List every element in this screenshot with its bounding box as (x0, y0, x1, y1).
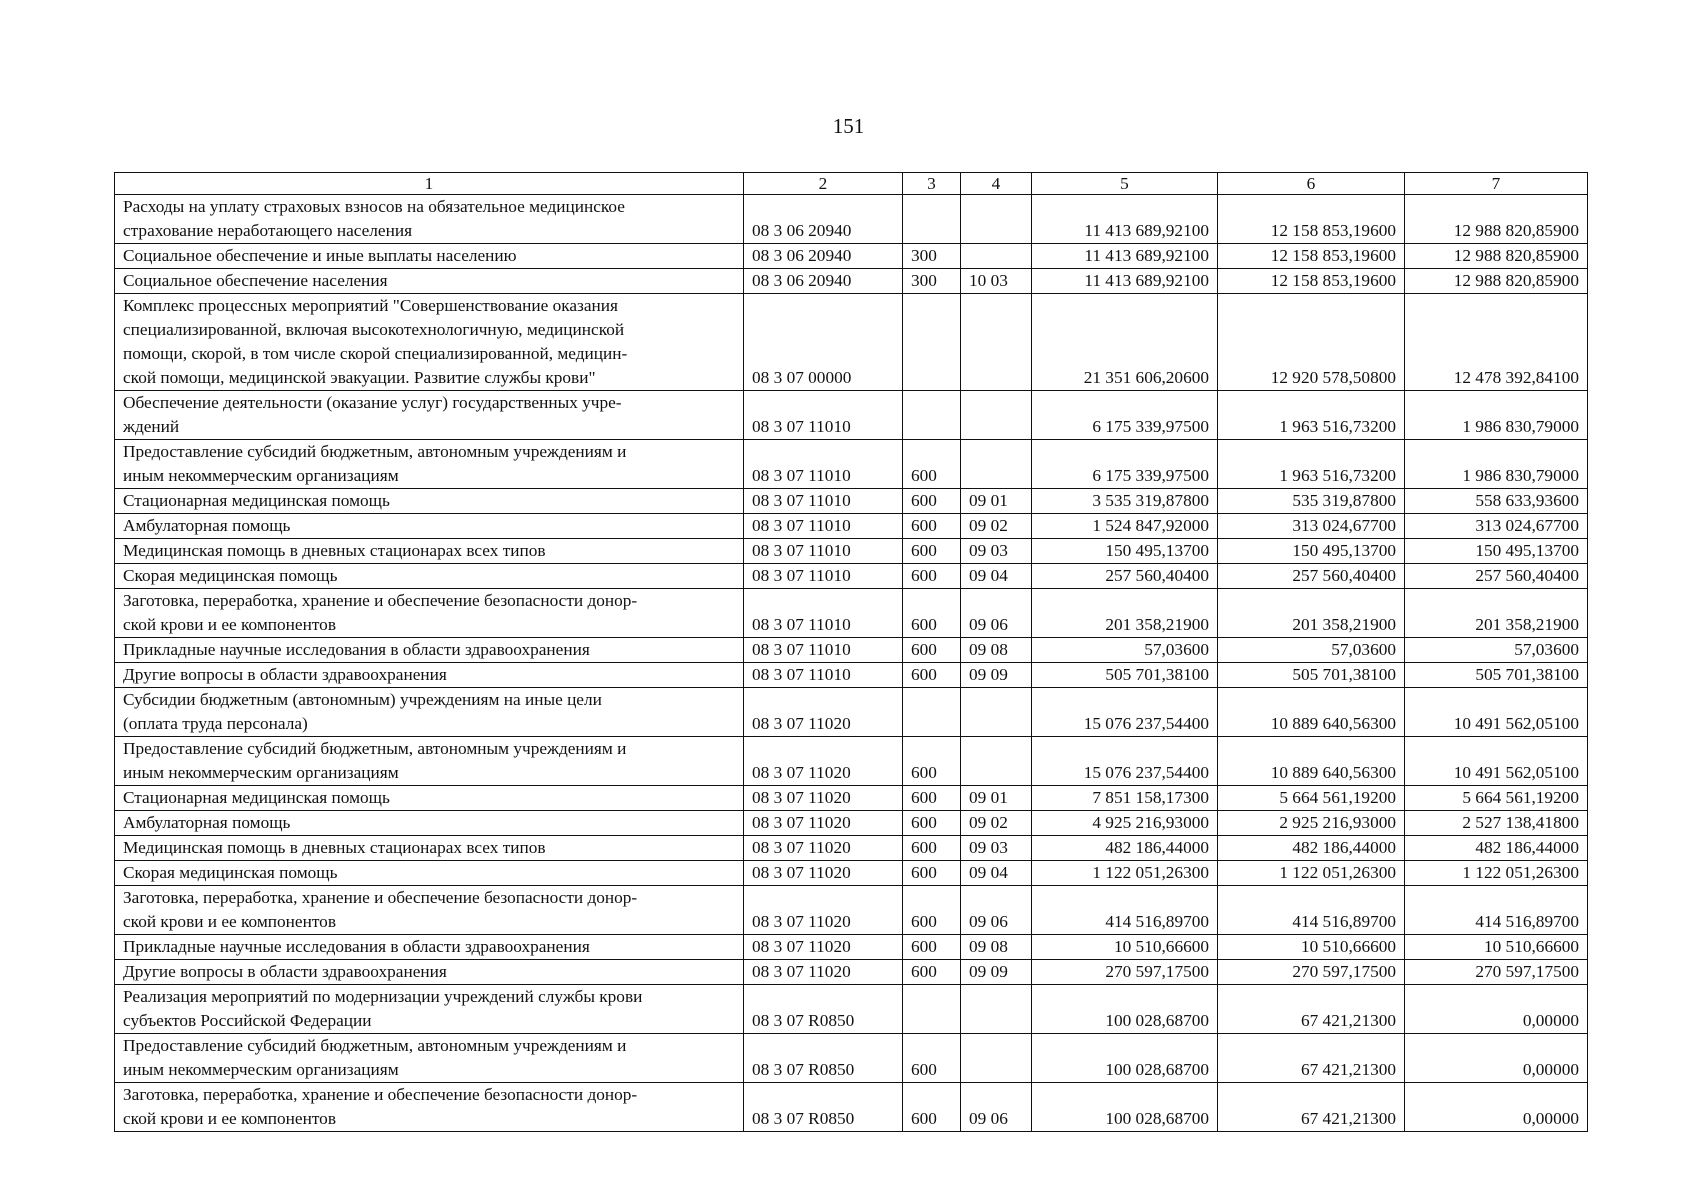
table-row (115, 489, 1588, 514)
row-description-line: Стационарная медицинская помощь (123, 491, 390, 510)
header-cell-1: 1 (115, 173, 744, 195)
row-section-code: 09 06 (961, 1083, 1032, 1132)
table-row (115, 244, 1588, 269)
row-amount-col5: 414 516,89700 (1032, 886, 1218, 935)
table-row (115, 440, 1588, 489)
row-target-code: 08 3 07 11020 (744, 861, 903, 886)
row-amount-col6: 67 421,21300 (1218, 985, 1405, 1034)
row-section-code: 09 04 (961, 861, 1032, 886)
row-description (115, 811, 744, 836)
row-target-code: 08 3 07 11020 (744, 811, 903, 836)
row-description-line: Другие вопросы в области здравоохранения (123, 665, 447, 684)
row-amount-col5: 11 413 689,92100 (1032, 244, 1218, 269)
row-description-line: Амбулаторная помощь (123, 813, 291, 832)
row-amount-col6: 10 889 640,56300 (1218, 737, 1405, 786)
table-row (115, 269, 1588, 294)
table-row (115, 886, 1588, 935)
row-amount-col5: 11 413 689,92100 (1032, 195, 1218, 244)
row-target-code: 08 3 07 11020 (744, 786, 903, 811)
row-expense-type: 600 (903, 811, 961, 836)
row-description-line: Заготовка, переработка, хранение и обеспечение безопасности донор- (123, 1085, 638, 1104)
row-amount-col5: 15 076 237,54400 (1032, 688, 1218, 737)
row-amount-col5: 6 175 339,97500 (1032, 440, 1218, 489)
row-amount-col5: 270 597,17500 (1032, 960, 1218, 985)
row-amount-col7: 2 527 138,41800 (1405, 811, 1588, 836)
row-expense-type: 300 (903, 269, 961, 294)
row-amount-col7: 482 186,44000 (1405, 836, 1588, 861)
row-amount-col7: 0,00000 (1405, 985, 1588, 1034)
row-amount-col5: 100 028,68700 (1032, 1083, 1218, 1132)
row-amount-col6: 67 421,21300 (1218, 1034, 1405, 1083)
row-description (115, 861, 744, 886)
row-amount-col7: 201 358,21900 (1405, 589, 1588, 638)
row-description-line: ской крови и ее компонентов (123, 912, 336, 931)
row-description-line: ской крови и ее компонентов (123, 615, 336, 634)
row-expense-type: 600 (903, 737, 961, 786)
row-description-line: иным некоммерческим организациям (123, 763, 399, 782)
row-amount-col6: 257 560,40400 (1218, 564, 1405, 589)
row-section-code: 09 03 (961, 539, 1032, 564)
row-amount-col5: 201 358,21900 (1032, 589, 1218, 638)
row-amount-col6: 535 319,87800 (1218, 489, 1405, 514)
row-section-code: 09 03 (961, 836, 1032, 861)
row-description-line: Обеспечение деятельности (оказание услуг) государственных учре- (123, 393, 622, 412)
row-expense-type (903, 391, 961, 440)
table-row (115, 935, 1588, 960)
row-description (115, 786, 744, 811)
row-amount-col7: 257 560,40400 (1405, 564, 1588, 589)
row-expense-type (903, 294, 961, 391)
row-amount-col6: 12 920 578,50800 (1218, 294, 1405, 391)
row-expense-type: 600 (903, 589, 961, 638)
row-target-code: 08 3 07 11010 (744, 589, 903, 638)
row-section-code (961, 985, 1032, 1034)
row-description-line: Предоставление субсидий бюджетным, автономным учреждениям и (123, 442, 627, 461)
row-amount-col6: 201 358,21900 (1218, 589, 1405, 638)
table-row (115, 195, 1588, 244)
row-description (115, 489, 744, 514)
row-description (115, 935, 744, 960)
table-row (115, 737, 1588, 786)
row-amount-col5: 57,03600 (1032, 638, 1218, 663)
row-target-code: 08 3 07 11010 (744, 663, 903, 688)
row-target-code: 08 3 07 11010 (744, 539, 903, 564)
row-amount-col6: 12 158 853,19600 (1218, 195, 1405, 244)
table-row (115, 294, 1588, 391)
row-expense-type: 600 (903, 935, 961, 960)
row-section-code: 09 06 (961, 886, 1032, 935)
row-target-code: 08 3 06 20940 (744, 244, 903, 269)
row-description-line: (оплата труда персонала) (123, 714, 308, 733)
row-target-code: 08 3 07 11010 (744, 638, 903, 663)
row-description-line: субъектов Российской Федерации (123, 1011, 372, 1030)
row-amount-col5: 15 076 237,54400 (1032, 737, 1218, 786)
row-target-code: 08 3 07 11020 (744, 960, 903, 985)
row-target-code: 08 3 07 11010 (744, 514, 903, 539)
row-expense-type: 600 (903, 564, 961, 589)
row-amount-col5: 11 413 689,92100 (1032, 269, 1218, 294)
row-amount-col7: 0,00000 (1405, 1034, 1588, 1083)
page-number: 151 (832, 114, 865, 138)
row-amount-col7: 414 516,89700 (1405, 886, 1588, 935)
row-amount-col5: 4 925 216,93000 (1032, 811, 1218, 836)
row-description (115, 638, 744, 663)
row-expense-type: 600 (903, 861, 961, 886)
row-expense-type: 600 (903, 663, 961, 688)
row-amount-col5: 10 510,66600 (1032, 935, 1218, 960)
table-row (115, 663, 1588, 688)
row-description-line: Социальное обеспечение и иные выплаты населению (123, 246, 517, 265)
row-amount-col7: 12 988 820,85900 (1405, 244, 1588, 269)
row-section-code: 09 09 (961, 960, 1032, 985)
row-amount-col7: 10 491 562,05100 (1405, 688, 1588, 737)
row-amount-col7: 12 988 820,85900 (1405, 195, 1588, 244)
row-description (115, 514, 744, 539)
row-description (115, 1083, 744, 1132)
row-description (115, 391, 744, 440)
row-amount-col7: 10 510,66600 (1405, 935, 1588, 960)
row-amount-col6: 1 963 516,73200 (1218, 440, 1405, 489)
row-description-line: Субсидии бюджетным (автономным) учреждениям на иные цели (123, 690, 602, 709)
row-description (115, 663, 744, 688)
row-description-line: Медицинская помощь в дневных стационарах всех типов (123, 838, 546, 857)
row-target-code: 08 3 07 11020 (744, 737, 903, 786)
row-section-code (961, 1034, 1032, 1083)
row-description-line: Реализация мероприятий по модернизации учреждений службы крови (123, 987, 643, 1006)
row-description (115, 737, 744, 786)
row-description-line: Расходы на уплату страховых взносов на обязательное медицинское (123, 197, 625, 216)
row-description (115, 1034, 744, 1083)
row-amount-col5: 1 122 051,26300 (1032, 861, 1218, 886)
row-section-code: 09 09 (961, 663, 1032, 688)
row-amount-col6: 57,03600 (1218, 638, 1405, 663)
row-description-line: Амбулаторная помощь (123, 516, 291, 535)
row-section-code (961, 440, 1032, 489)
row-target-code: 08 3 07 11020 (744, 886, 903, 935)
row-amount-col6: 2 925 216,93000 (1218, 811, 1405, 836)
row-amount-col5: 1 524 847,92000 (1032, 514, 1218, 539)
row-section-code: 09 08 (961, 935, 1032, 960)
row-description (115, 244, 744, 269)
row-expense-type: 300 (903, 244, 961, 269)
row-amount-col5: 100 028,68700 (1032, 1034, 1218, 1083)
row-amount-col7: 12 478 392,84100 (1405, 294, 1588, 391)
budget-table (114, 172, 1588, 1132)
row-amount-col6: 10 889 640,56300 (1218, 688, 1405, 737)
row-expense-type: 600 (903, 1083, 961, 1132)
row-description-line: Другие вопросы в области здравоохранения (123, 962, 447, 981)
row-description-line: Предоставление субсидий бюджетным, автономным учреждениям и (123, 1036, 627, 1055)
row-amount-col6: 5 664 561,19200 (1218, 786, 1405, 811)
row-description (115, 564, 744, 589)
row-section-code: 09 02 (961, 514, 1032, 539)
row-amount-col7: 57,03600 (1405, 638, 1588, 663)
row-expense-type: 600 (903, 440, 961, 489)
row-target-code: 08 3 07 R0850 (744, 1034, 903, 1083)
row-expense-type: 600 (903, 960, 961, 985)
row-section-code (961, 688, 1032, 737)
row-amount-col5: 7 851 158,17300 (1032, 786, 1218, 811)
row-section-code (961, 195, 1032, 244)
table-row (115, 688, 1588, 737)
row-expense-type (903, 195, 961, 244)
row-section-code (961, 391, 1032, 440)
row-description-line: Заготовка, переработка, хранение и обеспечение безопасности донор- (123, 888, 638, 907)
row-amount-col6: 1 122 051,26300 (1218, 861, 1405, 886)
row-target-code: 08 3 07 11010 (744, 391, 903, 440)
row-description-line: страхование неработающего населения (123, 221, 413, 240)
row-target-code: 08 3 07 R0850 (744, 1083, 903, 1132)
row-description (115, 960, 744, 985)
row-amount-col7: 150 495,13700 (1405, 539, 1588, 564)
row-expense-type (903, 985, 961, 1034)
row-amount-col5: 100 028,68700 (1032, 985, 1218, 1034)
header-row (115, 173, 1588, 195)
row-expense-type: 600 (903, 514, 961, 539)
row-amount-col7: 12 988 820,85900 (1405, 269, 1588, 294)
row-amount-col5: 3 535 319,87800 (1032, 489, 1218, 514)
header-cell-4: 4 (961, 173, 1032, 195)
row-section-code: 09 02 (961, 811, 1032, 836)
table-row (115, 589, 1588, 638)
row-amount-col7: 10 491 562,05100 (1405, 737, 1588, 786)
row-target-code: 08 3 07 00000 (744, 294, 903, 391)
row-description-line: Стационарная медицинская помощь (123, 788, 390, 807)
row-description-line: ской помощи, медицинской эвакуации. Развитие службы крови" (123, 368, 596, 387)
row-amount-col6: 270 597,17500 (1218, 960, 1405, 985)
row-description-line: Комплекс процессных мероприятий "Совершенствование оказания (123, 296, 618, 315)
row-amount-col6: 12 158 853,19600 (1218, 244, 1405, 269)
row-amount-col6: 12 158 853,19600 (1218, 269, 1405, 294)
row-description (115, 589, 744, 638)
table-row (115, 861, 1588, 886)
row-description (115, 836, 744, 861)
row-amount-col5: 482 186,44000 (1032, 836, 1218, 861)
header-cell-2: 2 (744, 173, 903, 195)
row-description-line: Предоставление субсидий бюджетным, автономным учреждениям и (123, 739, 627, 758)
row-expense-type: 600 (903, 489, 961, 514)
table-row (115, 391, 1588, 440)
table-row (115, 960, 1588, 985)
row-section-code: 09 01 (961, 489, 1032, 514)
row-description (115, 269, 744, 294)
header-cell-5: 5 (1032, 173, 1218, 195)
row-description (115, 440, 744, 489)
row-expense-type: 600 (903, 886, 961, 935)
row-description-line: помощи, скорой, в том числе скорой специализированной, медицин- (123, 344, 628, 363)
row-amount-col5: 257 560,40400 (1032, 564, 1218, 589)
row-expense-type: 600 (903, 539, 961, 564)
row-amount-col7: 558 633,93600 (1405, 489, 1588, 514)
header-cell-7: 7 (1405, 173, 1588, 195)
table-row (115, 985, 1588, 1034)
row-description-line: специализированной, включая высокотехнологичную, медицинской (123, 320, 625, 339)
row-expense-type: 600 (903, 836, 961, 861)
row-section-code: 09 06 (961, 589, 1032, 638)
row-amount-col5: 21 351 606,20600 (1032, 294, 1218, 391)
row-amount-col5: 6 175 339,97500 (1032, 391, 1218, 440)
table-row (115, 1034, 1588, 1083)
row-amount-col5: 505 701,38100 (1032, 663, 1218, 688)
row-description-line: Заготовка, переработка, хранение и обеспечение безопасности донор- (123, 591, 638, 610)
header-cell-3: 3 (903, 173, 961, 195)
row-section-code (961, 244, 1032, 269)
table-row (115, 836, 1588, 861)
row-description-line: Медицинская помощь в дневных стационарах всех типов (123, 541, 546, 560)
row-target-code: 08 3 06 20940 (744, 195, 903, 244)
row-amount-col6: 1 963 516,73200 (1218, 391, 1405, 440)
row-expense-type: 600 (903, 1034, 961, 1083)
row-amount-col7: 313 024,67700 (1405, 514, 1588, 539)
table-row (115, 539, 1588, 564)
row-target-code: 08 3 07 11020 (744, 935, 903, 960)
row-amount-col7: 5 664 561,19200 (1405, 786, 1588, 811)
row-section-code: 09 08 (961, 638, 1032, 663)
row-description-line: ской крови и ее компонентов (123, 1109, 336, 1128)
row-description-line: ждений (123, 417, 180, 436)
row-section-code (961, 294, 1032, 391)
row-target-code: 08 3 07 11020 (744, 836, 903, 861)
row-amount-col7: 505 701,38100 (1405, 663, 1588, 688)
row-amount-col6: 67 421,21300 (1218, 1083, 1405, 1132)
table-row (115, 638, 1588, 663)
row-amount-col6: 505 701,38100 (1218, 663, 1405, 688)
row-description (115, 539, 744, 564)
row-description-line: иным некоммерческим организациям (123, 1060, 399, 1079)
table-row (115, 564, 1588, 589)
row-description-line: Социальное обеспечение населения (123, 271, 388, 290)
row-target-code: 08 3 07 11020 (744, 688, 903, 737)
row-amount-col7: 0,00000 (1405, 1083, 1588, 1132)
row-description-line: иным некоммерческим организациям (123, 466, 399, 485)
row-amount-col7: 1 986 830,79000 (1405, 440, 1588, 489)
row-expense-type (903, 688, 961, 737)
row-expense-type: 600 (903, 786, 961, 811)
row-description (115, 688, 744, 737)
row-description-line: Скорая медицинская помощь (123, 566, 338, 585)
row-expense-type: 600 (903, 638, 961, 663)
row-amount-col7: 1 986 830,79000 (1405, 391, 1588, 440)
row-amount-col6: 414 516,89700 (1218, 886, 1405, 935)
row-description (115, 886, 744, 935)
row-section-code: 10 03 (961, 269, 1032, 294)
table-row (115, 786, 1588, 811)
row-amount-col7: 270 597,17500 (1405, 960, 1588, 985)
row-amount-col6: 482 186,44000 (1218, 836, 1405, 861)
row-description (115, 195, 744, 244)
row-section-code: 09 04 (961, 564, 1032, 589)
row-target-code: 08 3 07 11010 (744, 564, 903, 589)
row-target-code: 08 3 07 R0850 (744, 985, 903, 1034)
row-description (115, 294, 744, 391)
table-row (115, 1083, 1588, 1132)
row-section-code: 09 01 (961, 786, 1032, 811)
row-amount-col6: 313 024,67700 (1218, 514, 1405, 539)
row-target-code: 08 3 06 20940 (744, 269, 903, 294)
row-target-code: 08 3 07 11010 (744, 440, 903, 489)
table-row (115, 514, 1588, 539)
table-body (115, 173, 1588, 1132)
row-amount-col6: 10 510,66600 (1218, 935, 1405, 960)
row-amount-col6: 150 495,13700 (1218, 539, 1405, 564)
row-description (115, 985, 744, 1034)
table-row (115, 811, 1588, 836)
header-cell-6: 6 (1218, 173, 1405, 195)
row-description-line: Скорая медицинская помощь (123, 863, 338, 882)
row-target-code: 08 3 07 11010 (744, 489, 903, 514)
row-section-code (961, 737, 1032, 786)
row-description-line: Прикладные научные исследования в области здравоохранения (123, 640, 590, 659)
row-amount-col5: 150 495,13700 (1032, 539, 1218, 564)
row-amount-col7: 1 122 051,26300 (1405, 861, 1588, 886)
row-description-line: Прикладные научные исследования в области здравоохранения (123, 937, 590, 956)
